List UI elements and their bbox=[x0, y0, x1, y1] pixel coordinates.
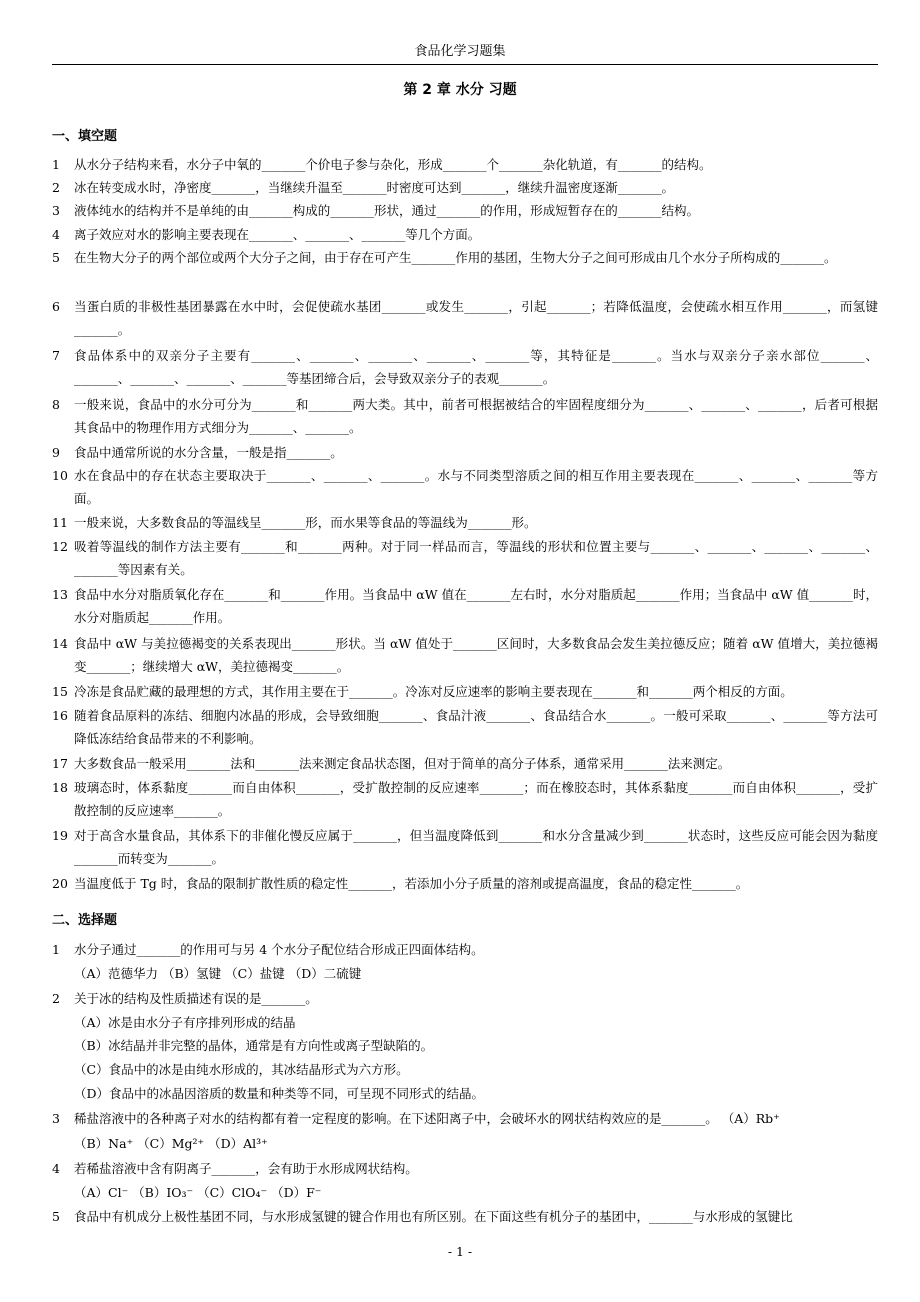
page-header bbox=[0, 0, 920, 66]
choice-options: （A）Cl⁻ （B）IO₃⁻ （C）ClO₄⁻ （D）F⁻ bbox=[74, 1185, 322, 1200]
header-title: 食品化学习题集 bbox=[414, 44, 506, 59]
fill-question-9 bbox=[52, 441, 878, 464]
question-text: 大多数食品一般采用_______法和_______法来测定食品状态图，但对于简单的高分子体系，通常采用_______法来测定。 bbox=[74, 756, 731, 771]
question-number: 17 bbox=[52, 756, 68, 771]
question-number: 2 bbox=[52, 180, 60, 195]
question-number: 5 bbox=[52, 1209, 60, 1224]
question-number: 3 bbox=[52, 1111, 60, 1126]
section-title-fill-in: 一、填空题 bbox=[52, 129, 118, 144]
question-number: 18 bbox=[52, 780, 68, 795]
question-text: 玻璃态时，体系黏度_______而自由体积_______，受扩散控制的反应速率_______；而在橡胶态时，其体系黏度_______而自由体积_______，受扩散控制的反应速率_______。 bbox=[74, 780, 878, 818]
choice-question-3 bbox=[52, 1107, 878, 1130]
fill-question-12 bbox=[52, 535, 878, 581]
fill-question-20 bbox=[52, 872, 878, 895]
question-text: 冷冻是食品贮藏的最理想的方式，其作用主要在于_______。冷冻对反应速率的影响主要表现在_______和_______两个相反的方面。 bbox=[74, 684, 793, 699]
choice-options: （A）范德华力 （B）氢键 （C）盐键 （D）二硫键 bbox=[74, 966, 362, 981]
question-number: 20 bbox=[52, 876, 68, 891]
question-text: 随着食品原料的冻结、细胞内冰晶的形成，会导致细胞_______、食品汁液_______、食品结合水_______。一般可采取_______、_______等方法可降低冻结给食品带来的不利影响。 bbox=[74, 708, 878, 746]
question-number: 9 bbox=[52, 445, 60, 460]
question-number: 14 bbox=[52, 636, 68, 651]
question-text: 液体纯水的结构并不是单纯的由_______构成的_______形状，通过_______的作用，形成短暂存在的_______结构。 bbox=[74, 203, 700, 218]
fill-question-1 bbox=[52, 153, 878, 176]
question-text: 食品中水分对脂质氧化存在_______和_______作用。当食品中 αW 值在_______左右时，水分对脂质起_______作用；当食品中 αW 值_______时，水分对脂质起_______作用。 bbox=[74, 587, 878, 625]
question-text: 离子效应对水的影响主要表现在_______、_______、_______等几个方面。 bbox=[74, 227, 481, 242]
question-text: 食品中通常所说的水分含量，一般是指_______。 bbox=[74, 445, 343, 460]
fill-question-10 bbox=[52, 464, 878, 510]
question-number: 7 bbox=[52, 348, 60, 363]
choice-option: （C）食品中的冰是由纯水形成的，其冰结晶形式为六方形。 bbox=[74, 1062, 409, 1077]
page-number: - 1 - bbox=[447, 1244, 473, 1259]
choice-option: （A）冰是由水分子有序排列形成的结晶 bbox=[74, 1015, 296, 1030]
choice-question-5 bbox=[52, 1205, 878, 1228]
question-number: 6 bbox=[52, 299, 60, 314]
question-text: 一般来说，食品中的水分可分为_______和_______两大类。其中，前者可根据被结合的牢固程度细分为_______、_______、_______，后者可根据其食品中的物理作用方式细分为_______、_______。 bbox=[74, 397, 878, 435]
question-number: 4 bbox=[52, 1161, 60, 1176]
question-number: 15 bbox=[52, 684, 68, 699]
question-text: 水在食品中的存在状态主要取决于_______、_______、_______。水与不同类型溶质之间的相互作用主要表现在_______、_______、_______等方面。 bbox=[74, 468, 878, 506]
choice-options: （B）Na⁺ （C）Mg²⁺ （D）Al³⁺ bbox=[74, 1136, 268, 1151]
question-number: 5 bbox=[52, 250, 60, 265]
question-number: 1 bbox=[52, 942, 60, 957]
choice-option: （D）食品中的冰晶因溶质的数量和种类等不同，可呈现不同形式的结晶。 bbox=[74, 1086, 485, 1101]
question-text: 吸着等温线的制作方法主要有_______和_______两种。对于同一样品而言，等温线的形状和位置主要与_______、_______、_______、_______、_______等因素有关。 bbox=[74, 539, 878, 577]
question-number: 3 bbox=[52, 203, 60, 218]
question-text: 食品体系中的双亲分子主要有_______、_______、_______、_______、_______等，其特征是_______。当水与双亲分子亲水部位_______、_______、_______、_______、_______等基团缔合后，会导致双亲分子的表观_______。 bbox=[74, 348, 878, 386]
fill-question-18 bbox=[52, 776, 878, 822]
fill-question-11 bbox=[52, 511, 878, 534]
fill-question-19 bbox=[52, 824, 878, 870]
question-text: 当蛋白质的非极性基团暴露在水中时，会促使疏水基团_______或发生_______，引起_______；若降低温度，会使疏水相互作用_______，而氢键_______。 bbox=[74, 299, 878, 337]
question-number: 8 bbox=[52, 397, 60, 412]
choice-question-1 bbox=[52, 938, 878, 961]
fill-question-16 bbox=[52, 704, 878, 750]
question-number: 4 bbox=[52, 227, 60, 242]
question-number: 2 bbox=[52, 991, 60, 1006]
header-rule bbox=[52, 64, 878, 65]
choice-question-2 bbox=[52, 987, 878, 1010]
question-number: 19 bbox=[52, 828, 68, 843]
question-number: 1 bbox=[52, 157, 60, 172]
fill-question-4 bbox=[52, 223, 878, 246]
question-text: 水分子通过_______的作用可与另 4 个水分子配位结合形成正四面体结构。 bbox=[74, 942, 484, 957]
fill-question-15 bbox=[52, 680, 878, 703]
question-text: 食品中 αW 与美拉德褐变的关系表现出_______形状。当 αW 值处于_______区间时，大多数食品会发生美拉德反应；随着 αW 值增大，美拉德褐变_______；继续增大 αW，美拉德褐变_______。 bbox=[74, 636, 878, 674]
fill-question-8 bbox=[52, 393, 878, 439]
choice-question-4 bbox=[52, 1157, 878, 1180]
question-text: 冰在转变成水时，净密度_______，当继续升温至_______时密度可达到_______，继续升温密度逐渐_______。 bbox=[74, 180, 675, 195]
question-text: 当温度低于 Tg 时，食品的限制扩散性质的稳定性_______，若添加小分子质量的溶剂或提高温度，食品的稳定性_______。 bbox=[74, 876, 749, 891]
fill-question-14 bbox=[52, 632, 878, 678]
choice-option: （B）冰结晶并非完整的晶体，通常是有方向性或离子型缺陷的。 bbox=[74, 1038, 434, 1053]
question-text: 对于高含水量食品，其体系下的非催化慢反应属于_______，但当温度降低到_______和水分含量减少到_______状态时，这些反应可能会因为黏度_______而转变为_______。 bbox=[74, 828, 878, 866]
fill-question-3 bbox=[52, 199, 878, 222]
question-text: 一般来说，大多数食品的等温线呈_______形，而水果等食品的等温线为_______形。 bbox=[74, 515, 537, 530]
question-number: 11 bbox=[52, 515, 68, 530]
fill-question-17 bbox=[52, 752, 878, 775]
question-number: 10 bbox=[52, 468, 68, 483]
question-number: 16 bbox=[52, 708, 68, 723]
fill-question-13 bbox=[52, 583, 878, 629]
question-text: 从水分子结构来看，水分子中氧的_______个价电子参与杂化，形成_______个_______杂化轨道，有_______的结构。 bbox=[74, 157, 712, 172]
question-number: 12 bbox=[52, 539, 68, 554]
question-text: 在生物大分子的两个部位或两个大分子之间，由于存在可产生_______作用的基团，生物大分子之间可形成由几个水分子所构成的_______。 bbox=[74, 250, 837, 265]
question-text: 关于冰的结构及性质描述有误的是_______。 bbox=[74, 991, 318, 1006]
fill-question-7 bbox=[52, 344, 878, 390]
chapter-title: 第 2 章 水分 习题 bbox=[403, 82, 517, 98]
section-title-multiple-choice: 二、选择题 bbox=[52, 913, 118, 928]
fill-question-5 bbox=[52, 246, 878, 269]
question-text: 食品中有机成分上极性基团不同，与水形成氢键的键合作用也有所区别。在下面这些有机分子的基团中，_______与水形成的氢键比 bbox=[74, 1209, 793, 1224]
question-text: 稀盐溶液中的各种离子对水的结构都有着一定程度的影响。在下述阳离子中，会破坏水的网状结构效应的是_______。 （A）Rb⁺ bbox=[74, 1111, 780, 1126]
fill-question-2 bbox=[52, 176, 878, 199]
question-text: 若稀盐溶液中含有阴离子_______，会有助于水形成网状结构。 bbox=[74, 1161, 418, 1176]
fill-question-6 bbox=[52, 295, 878, 341]
question-number: 13 bbox=[52, 587, 68, 602]
